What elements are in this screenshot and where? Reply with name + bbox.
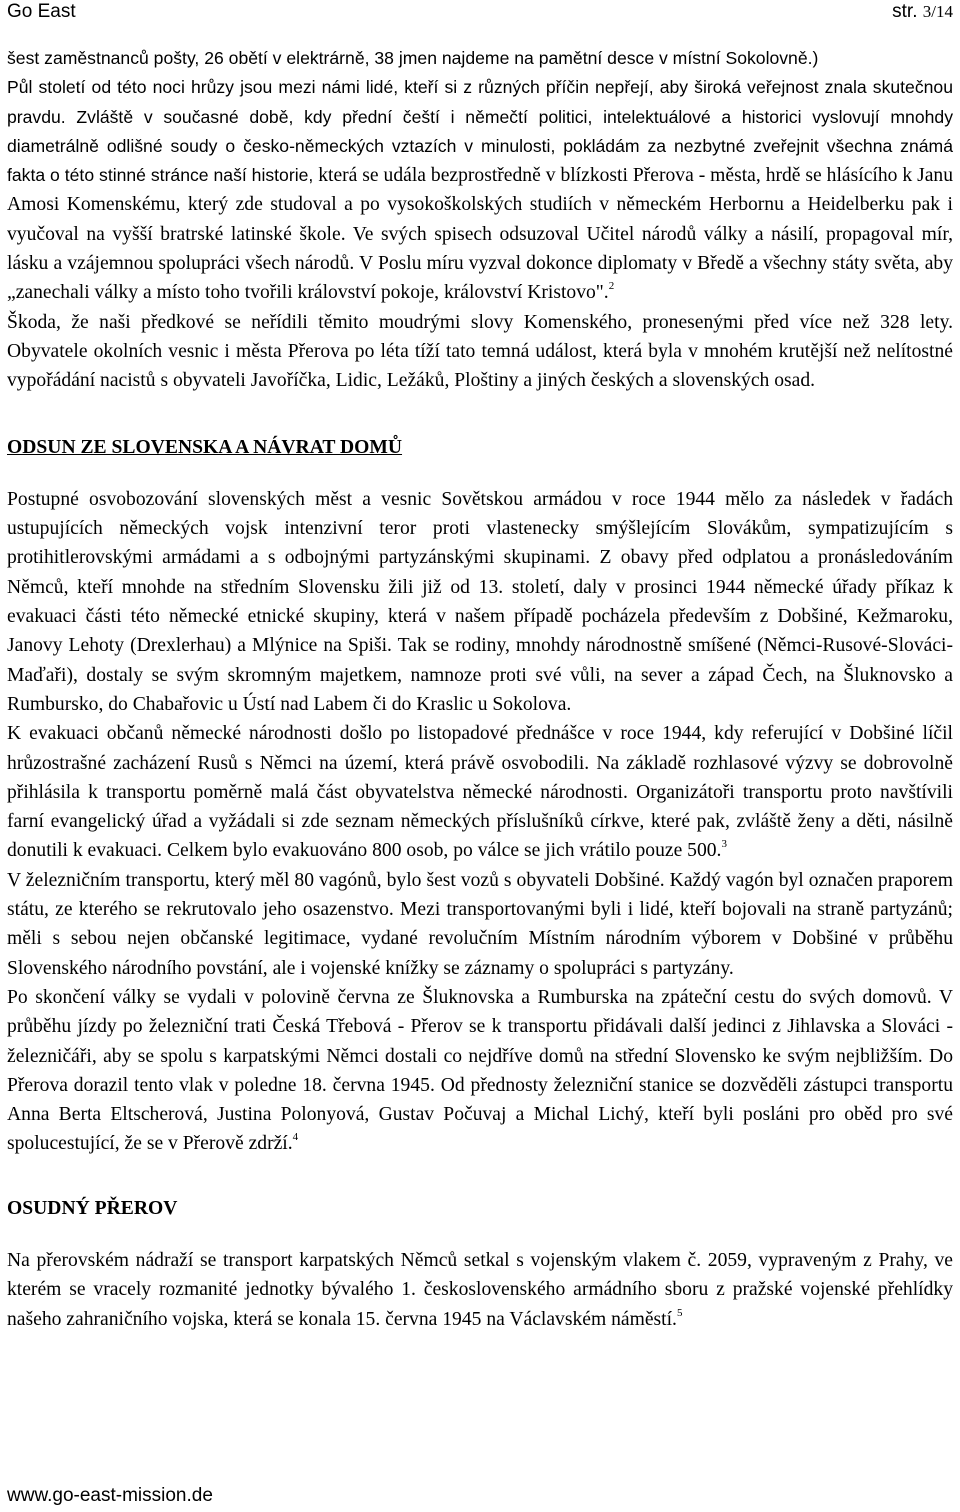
section-heading: ODSUN ZE SLOVENSKA A NÁVRAT DOMŮ <box>7 436 403 458</box>
paragraph: šest zaměstnanců pošty, 26 obětí v elektrárně, 38 jmen najdeme na pamětní desce v místní Sokolovně.) <box>7 48 819 68</box>
sentence: Po skončení války se vydali v polovině června ze Šluknovska a Rumburska na zpáteční cestu do svých domovů. V průběhu jízdy po železniční trati Česká Třebová - Přerov se k transportu přidávali další jedinci z Jihlavska a Slováci - železničáři, aby se spolu s karpatskými Němci dostali co nejdříve domů na střední Slovensko ke svým nejbližším. Do Přerova dorazil tento vlak v poledne 18. června 1945. Od přednosty železniční stanice se dozvěděli zástupci transportu Anna Berta Eltscherová, Justina Polonyová, Gustav Počuvaj a Michal Lichý, kteří byli posláni pro oběd pro své spolucestující, že se v Přerově zdrží. <box>7 986 953 1155</box>
page-count: 3/14 <box>922 2 953 21</box>
sentence: Na přerovském nádraží se transport karpatských Němců setkal s vojenským vlakem č. 2059, vypraveným z Prahy, ve kterém se vracely rozmanité jednotky bývalého 1. československého armádního sboru z pražské vojenské přehlídky našeho zahraničního vojska, která se konala 15. června 1945 na Václavském náměstí. <box>7 1249 953 1330</box>
header-title: Go East <box>7 1 76 22</box>
page-number <box>892 0 953 24</box>
sentence: která se udála bezprostředně v blízkosti Přerova - města, hrdě se hlásícího k Janu Amosi Komenskému, který zde studoval a po vysokoškolských studiích v německém Herbornu a Heidelberku pak i vyučoval na vyšší bratrské latinské škole. Ve svých spisech odsuzoval Učitel národů války a násilí, propagoval mír, lásku a vzájemnou spolupráci všech národů. V Poslu míru vyzval dokonce diplomaty v Bředě a všechny státy světa, aby „zanechali války a místo toho tvořili království pokoje, království Kristovo". <box>7 165 953 304</box>
footnote-ref[interactable]: 3 <box>721 838 727 851</box>
paragraph <box>7 73 953 307</box>
footnote-ref[interactable]: 4 <box>292 1131 299 1144</box>
page-prefix: str. <box>892 1 923 22</box>
paragraph: Postupné osvobozování slovenských měst a vesnic Sovětskou armádou v roce 1944 mělo za následek v řadách ustupujících německých vojsk intenzivní teror proti vlastenecky smýšlejícím Slovákům, sympatizujícím s protihitlerovskými armádami a s odbojnými partyzánskými skupinami. Z obavy před odplatou a pronásledováním Němců, kteří mnohde na středním Slovensku žili již od 13. století, daly v prosinci 1944 německé úřady příkaz k evakuaci části této německé etnické skupiny, která v našem případě pocházela především z Dobšiné, Kežmaroku, Janovy Lehoty (Drexlerhau) a Mlýnice na Spiši. Tak se rodiny, mnohdy národnostně smíšené (Němci-Rusové-Slováci-Maďaři), dostaly se svým skromným majetkem, namnoze proti své vůli, na sever a západ Čech, na Šluknovsko a Rumbursko, do Chabařovic u Ústí nad Labem či do Kraslic u Sokolova. <box>7 488 953 715</box>
paragraph: Škoda, že naši předkové se neřídili těmito moudrými slovy Komenského, pronesenými před více než 328 lety. Obyvatele okolních vesnic i města Přerova po léta tíží tato temná událost, která byla v mnohém krutější než nelítostné vypořádání nacistů s obyvateli Javoříčka, Lidic, Ležáků, Ploštiny a jiných českých a slovenských osad. <box>7 311 953 392</box>
paragraph <box>7 719 953 865</box>
section-heading: OSUDNÝ PŘEROV <box>7 1197 178 1219</box>
paragraph <box>7 1246 953 1334</box>
footnote-ref[interactable]: 5 <box>676 1306 683 1319</box>
sentence: Zvláště v současné době, kdy přední čeští i němečtí politici, intelektuálové a historici vyslovují mnohdy diametrálně odlišné soudy o česko-německých vztazích v minulosti, pokládám za nezbytné zveřejnit všechna známá fakta o této stinné stránce naší historie, <box>7 106 953 186</box>
footnote-ref[interactable]: 2 <box>608 280 615 293</box>
sentence: Půl století od této noci hrůzy jsou mezi námi lidé, kteří si z různých příčin nepřejí, aby široká veřejnost znala skutečnou pravdu. <box>7 77 953 127</box>
sentence: K evakuaci občanů německé národnosti došlo po listopadové přednášce v roce 1944, kdy referující v Dobšiné líčil hrůzostrašné zacházení Rusů s Němci na území, která právě osvobodili. Na základě rozhlasové výzvy se dobrovolně přihlásila k transportu poměrně malá část obyvatelstva německé národnosti. Organizátoři transportu proto navštívili farní evangelický úřad a vyžádali si zde seznam německých příslušníků církve, které pak, zvláště ženy a děti, násilně donutili k evakuaci. Celkem bylo evakuováno 800 osob, po válce se jich vrátilo pouze 500. <box>7 723 953 862</box>
paragraph: V železničním transportu, který měl 80 vagónů, bylo šest vozů s obyvateli Dobšiné. Každý vagón byl označen praporem státu, ze kterého se rekrutovalo jeho osazenstvo. Mezi transportovanými byli i lidé, kteří bojovali na straně partyzánů; měli s sebou nejen občanské legitimace, vydané revolučním Místním národním výborem v Dobšiné v průběhu Slovenského národního povstání, ale i vojenské knížky se záznamy o spolupráci s partyzány. <box>7 869 953 979</box>
document-body <box>7 44 953 1334</box>
footer-url[interactable]: www.go-east-mission.de <box>7 1485 213 1506</box>
paragraph <box>7 983 953 1159</box>
